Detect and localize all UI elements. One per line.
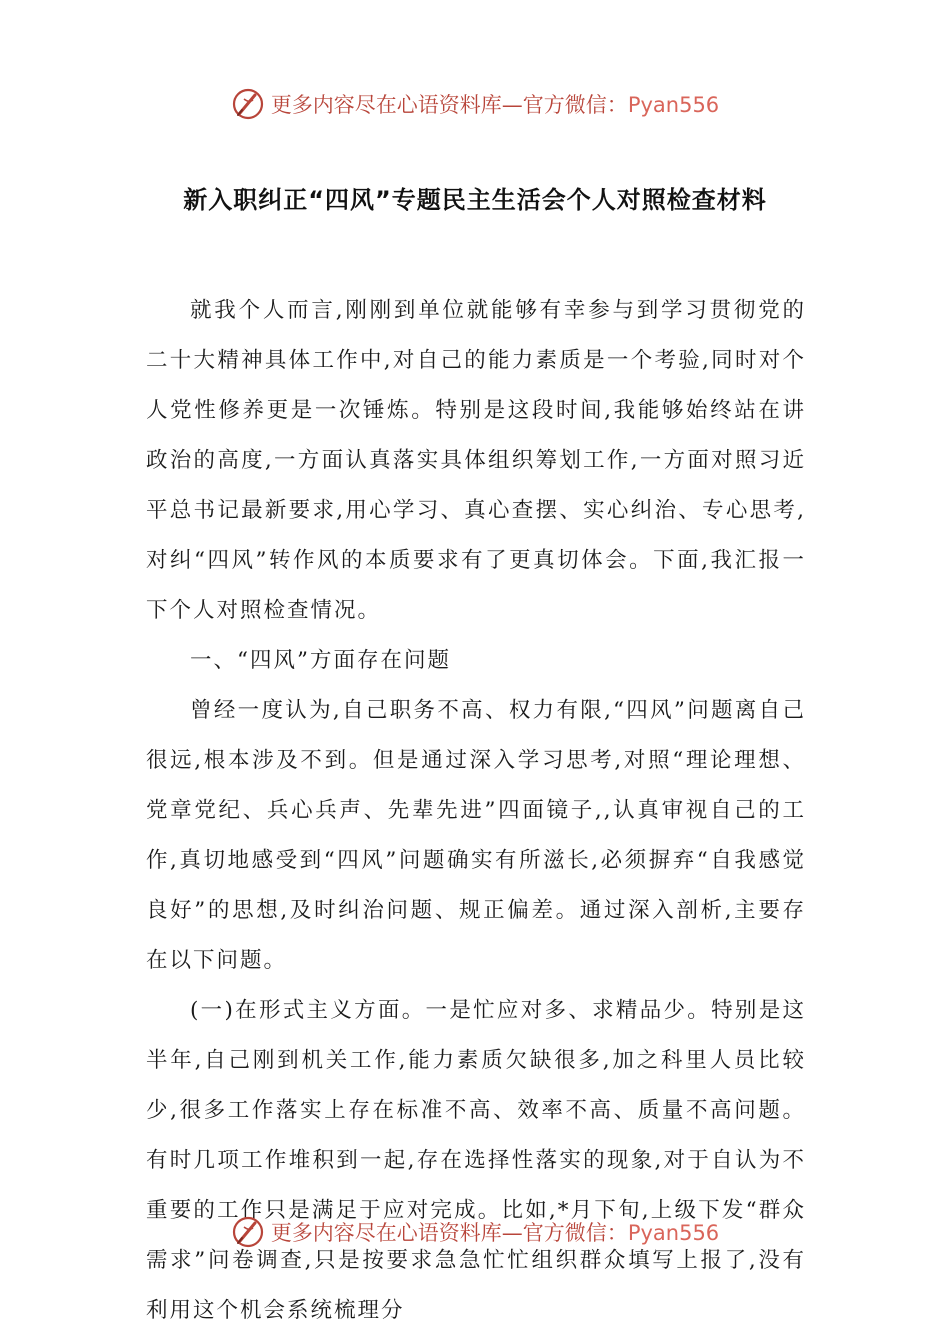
header-watermark <box>0 84 950 124</box>
watermark-label: 更多内容尽在心语资料库—官方微信： <box>270 1221 628 1245</box>
watermark-wechat-id: Pyan556 <box>627 93 720 117</box>
footer-watermark <box>0 1212 950 1252</box>
document-body <box>146 286 806 1336</box>
section-heading: 一、“四风”方面存在问题 <box>190 648 451 673</box>
watermark-text <box>271 89 719 119</box>
paragraph-formalism: (一)在形式主义方面。一是忙应对多、求精品少。特别是这半年,自己刚到机关工作,能力素质欠缺很多,加之科里人员比较少,很多工作落实上存在标准不高、效率不高、质量不高问题。有时几项工作堆积到一起,存在选择性落实的现象,对于自认为不重要的工作只是满足于应对完成。比如,*月下旬,上级下发“群众需求”问卷调查,只是按要求急急忙忙组织群众填写上报了,没有利用这个机会系统梳理分 <box>146 998 806 1323</box>
paragraph-intro: 就我个人而言,刚刚到单位就能够有幸参与到学习贯彻党的二十大精神具体工作中,对自己的能力素质是一个考验,同时对个人党性修养更是一次锤炼。特别是这段时间,我能够始终站在讲政治的高度,一方面认真落实具体组织筹划工作,一方面对照习近平总书记最新要求,用心学习、真心查摆、实心纠治、专心思考,对纠“四风”转作风的本质要求有了更真切体会。下面,我汇报一下个人对照检查情况。 <box>146 298 806 623</box>
paragraph-self-review: 曾经一度认为,自己职务不高、权力有限,“四风”问题离自己很远,根本涉及不到。但是通过深入学习思考,对照“理论理想、党章党纪、兵心兵声、先辈先进”四面镜子,,认真审视自己的工作,真切地感受到“四风”问题确实有所滋长,必须摒弃“自我感觉良好”的思想,及时纠治问题、规正偏差。通过深入剖析,主要存在以下问题。 <box>146 698 806 973</box>
document-title: 新入职纠正“四风”专题民主生活会个人对照检查材料 <box>183 186 767 214</box>
watermark-label: 更多内容尽在心语资料库—官方微信： <box>270 93 628 117</box>
watermark-wechat-id: Pyan556 <box>627 1221 720 1245</box>
pen-logo-icon <box>231 1215 265 1249</box>
pen-logo-icon <box>231 87 265 121</box>
watermark-text <box>271 1217 719 1247</box>
